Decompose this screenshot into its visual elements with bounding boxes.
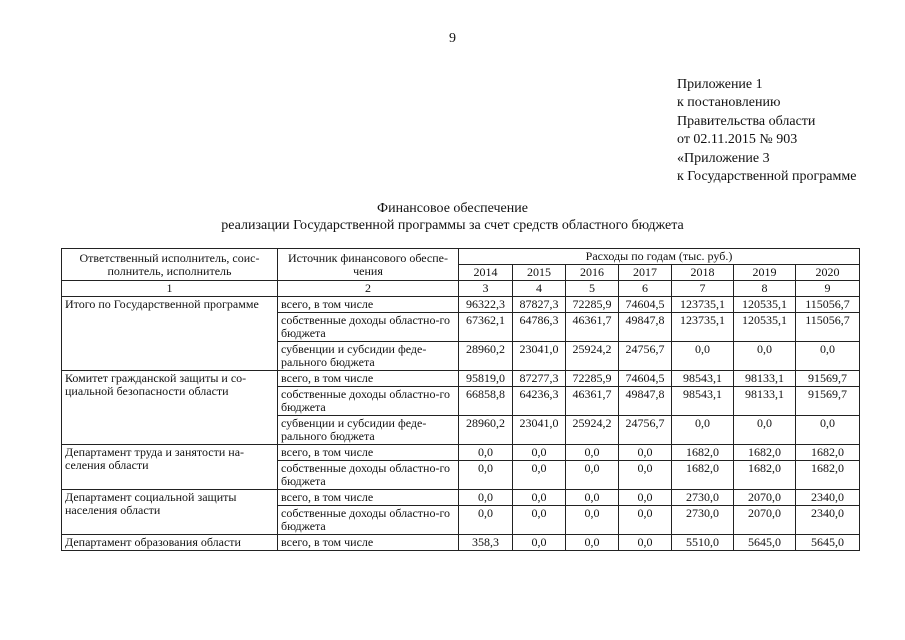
value-cell: 66858,8 [459,387,513,416]
column-number: 2 [278,281,459,297]
appendix-line: от 02.11.2015 № 903 [677,132,798,148]
appendix-line: к Государственной программе [677,169,857,185]
value-cell: 120535,1 [734,313,796,342]
value-cell: 2340,0 [796,490,860,506]
appendix-block [677,76,856,186]
table-row [62,490,860,506]
value-cell: 123735,1 [672,297,734,313]
value-cell: 0,0 [619,461,672,490]
value-cell: 5645,0 [734,535,796,551]
appendix-line: к постановлению [677,95,781,111]
value-cell: 25924,2 [566,416,619,445]
value-cell: 0,0 [619,506,672,535]
value-cell: 2730,0 [672,490,734,506]
value-cell: 49847,8 [619,387,672,416]
source-cell: всего, в том числе [278,445,459,461]
value-cell: 0,0 [619,445,672,461]
value-cell: 96322,3 [459,297,513,313]
column-number-row [62,281,860,297]
value-cell: 0,0 [672,416,734,445]
value-cell: 98543,1 [672,371,734,387]
value-cell: 0,0 [619,490,672,506]
value-cell: 98133,1 [734,387,796,416]
table-row [62,445,860,461]
header-executor: Ответственный исполнитель, соис-полнитель, исполнитель [62,249,278,281]
value-cell: 0,0 [796,342,860,371]
header-year: 2019 [734,265,796,281]
column-number: 6 [619,281,672,297]
column-number: 4 [513,281,566,297]
value-cell: 23041,0 [513,342,566,371]
value-cell: 115056,7 [796,313,860,342]
value-cell: 5645,0 [796,535,860,551]
value-cell: 120535,1 [734,297,796,313]
table-row [62,535,860,551]
header-year: 2018 [672,265,734,281]
source-cell: субвенции и субсидии феде-рального бюджета [278,416,459,445]
value-cell: 2070,0 [734,490,796,506]
value-cell: 91569,7 [796,387,860,416]
header-year: 2014 [459,265,513,281]
value-cell: 0,0 [566,535,619,551]
value-cell: 0,0 [513,490,566,506]
header-year: 2015 [513,265,566,281]
value-cell: 49847,8 [619,313,672,342]
table-row [62,371,860,387]
value-cell: 46361,7 [566,387,619,416]
value-cell: 0,0 [734,342,796,371]
source-cell: всего, в том числе [278,297,459,313]
value-cell: 0,0 [459,506,513,535]
value-cell: 1682,0 [734,461,796,490]
value-cell: 0,0 [619,535,672,551]
source-cell: собственные доходы областно-го бюджета [278,506,459,535]
column-number: 9 [796,281,860,297]
source-cell: собственные доходы областно-го бюджета [278,461,459,490]
appendix-line: Правительства области [677,113,816,129]
value-cell: 0,0 [513,506,566,535]
appendix-line: Приложение 1 [677,77,763,92]
title-line: Финансовое обеспечение [377,201,528,216]
value-cell: 0,0 [566,461,619,490]
value-cell: 0,0 [672,342,734,371]
source-cell: всего, в том числе [278,535,459,551]
executor-cell: Департамент труда и занятости на-селения области [62,445,278,490]
value-cell: 87277,3 [513,371,566,387]
table-row [62,297,860,313]
value-cell: 23041,0 [513,416,566,445]
value-cell: 0,0 [734,416,796,445]
source-cell: всего, в том числе [278,490,459,506]
column-number: 8 [734,281,796,297]
value-cell: 95819,0 [459,371,513,387]
header-source: Источник финансового обеспе-чения [278,249,459,281]
executor-cell: Комитет гражданской защиты и со-циальной безопасности области [62,371,278,445]
header-year: 2016 [566,265,619,281]
value-cell: 0,0 [513,445,566,461]
column-number: 1 [62,281,278,297]
source-cell: собственные доходы областно-го бюджета [278,313,459,342]
value-cell: 1682,0 [796,445,860,461]
value-cell: 24756,7 [619,416,672,445]
header-year: 2017 [619,265,672,281]
executor-cell: Департамент социальной защиты населения области [62,490,278,535]
value-cell: 0,0 [459,445,513,461]
value-cell: 0,0 [513,461,566,490]
value-cell: 0,0 [459,461,513,490]
executor-cell: Департамент образования области [62,535,278,551]
value-cell: 1682,0 [796,461,860,490]
value-cell: 24756,7 [619,342,672,371]
value-cell: 2730,0 [672,506,734,535]
value-cell: 0,0 [513,535,566,551]
value-cell: 358,3 [459,535,513,551]
header-year: 2020 [796,265,860,281]
value-cell: 0,0 [566,445,619,461]
value-cell: 74604,5 [619,371,672,387]
value-cell: 0,0 [796,416,860,445]
value-cell: 2070,0 [734,506,796,535]
executor-cell: Итого по Государственной программе [62,297,278,371]
value-cell: 2340,0 [796,506,860,535]
value-cell: 72285,9 [566,297,619,313]
value-cell: 28960,2 [459,416,513,445]
value-cell: 64786,3 [513,313,566,342]
value-cell: 1682,0 [672,445,734,461]
value-cell: 64236,3 [513,387,566,416]
column-number: 7 [672,281,734,297]
value-cell: 46361,7 [566,313,619,342]
column-number: 5 [566,281,619,297]
value-cell: 0,0 [566,506,619,535]
header-expenses: Расходы по годам (тыс. руб.) [459,249,860,265]
value-cell: 87827,3 [513,297,566,313]
value-cell: 0,0 [459,490,513,506]
value-cell: 1682,0 [734,445,796,461]
value-cell: 98543,1 [672,387,734,416]
document-title [0,200,905,234]
appendix-line: «Приложение 3 [677,150,770,166]
column-number: 3 [459,281,513,297]
value-cell: 1682,0 [672,461,734,490]
value-cell: 0,0 [566,490,619,506]
source-cell: всего, в том числе [278,371,459,387]
source-cell: собственные доходы областно-го бюджета [278,387,459,416]
value-cell: 28960,2 [459,342,513,371]
page-number: 9 [449,31,456,46]
finance-table [61,248,860,551]
value-cell: 67362,1 [459,313,513,342]
value-cell: 5510,0 [672,535,734,551]
value-cell: 74604,5 [619,297,672,313]
value-cell: 98133,1 [734,371,796,387]
value-cell: 91569,7 [796,371,860,387]
value-cell: 72285,9 [566,371,619,387]
value-cell: 123735,1 [672,313,734,342]
value-cell: 25924,2 [566,342,619,371]
source-cell: субвенции и субсидии феде-рального бюджета [278,342,459,371]
value-cell: 115056,7 [796,297,860,313]
title-line: реализации Государственной программы за счет средств областного бюджета [221,218,684,233]
